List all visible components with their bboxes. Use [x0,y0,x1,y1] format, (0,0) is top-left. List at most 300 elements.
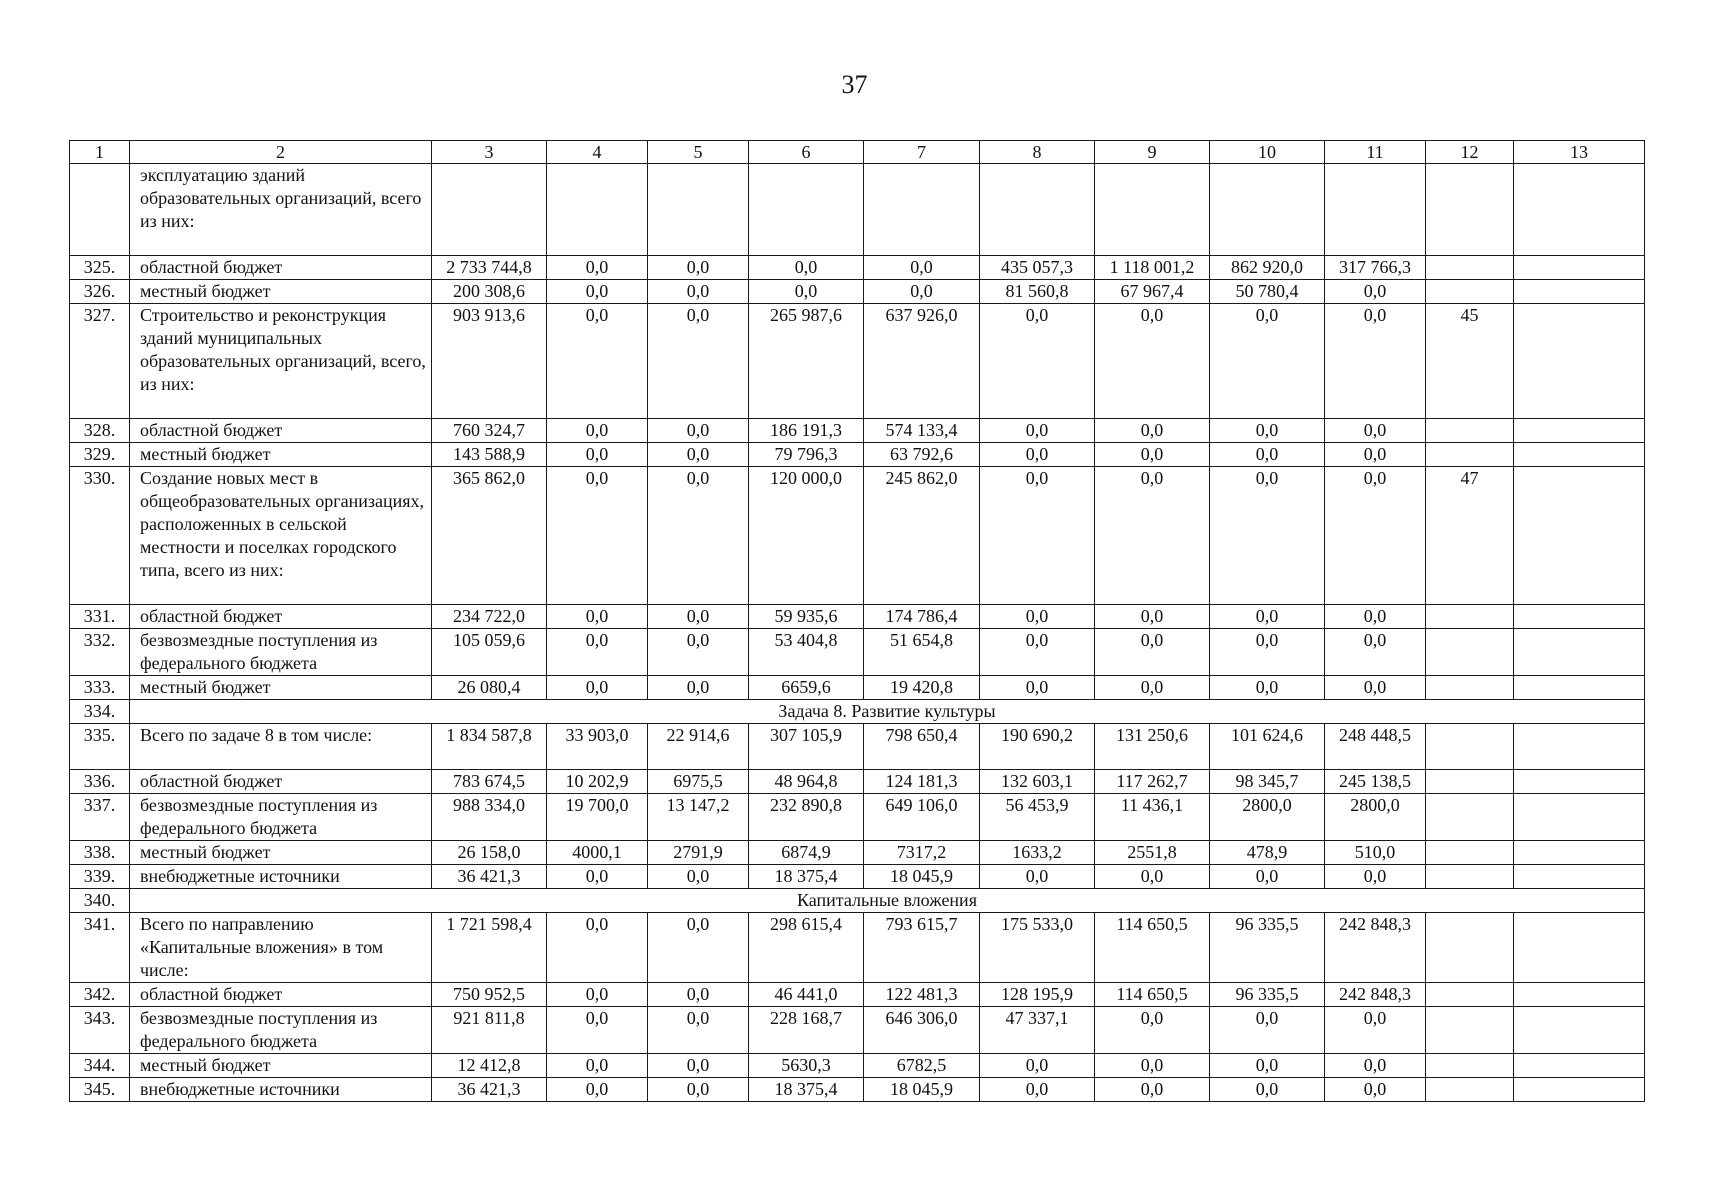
amount-cell: 0,0 [980,443,1095,467]
indicator-ref-cell [1426,1054,1514,1078]
note-cell [1514,794,1645,841]
section-title-cell: Капитальные вложения [130,889,1645,913]
amount-cell: 245 138,5 [1325,770,1426,794]
amount-cell: 124 181,3 [864,770,980,794]
row-number-cell: 338. [70,841,130,865]
description-cell: областной бюджет [130,419,432,443]
amount-cell: 232 890,8 [749,794,864,841]
indicator-ref-cell [1426,164,1514,256]
amount-cell: 18 045,9 [864,1078,980,1102]
column-number-cell: 1 [70,141,130,164]
amount-cell: 298 615,4 [749,913,864,983]
indicator-ref-cell [1426,724,1514,770]
column-number-cell: 9 [1095,141,1210,164]
indicator-ref-cell [1426,443,1514,467]
description-cell: местный бюджет [130,280,432,304]
amount-cell: 67 967,4 [1095,280,1210,304]
note-cell [1514,983,1645,1007]
amount-cell: 0,0 [648,256,749,280]
amount-cell: 798 650,4 [864,724,980,770]
row-number-cell: 325. [70,256,130,280]
amount-cell [648,164,749,256]
column-number-cell: 4 [547,141,648,164]
amount-cell: 0,0 [1095,676,1210,700]
amount-cell: 7317,2 [864,841,980,865]
amount-cell: 10 202,9 [547,770,648,794]
amount-cell: 903 913,6 [432,304,547,419]
amount-cell [980,164,1095,256]
amount-cell: 0,0 [980,1078,1095,1102]
amount-cell: 0,0 [980,605,1095,629]
amount-cell [749,164,864,256]
amount-cell: 48 964,8 [749,770,864,794]
amount-cell: 0,0 [1210,1007,1325,1054]
amount-cell: 750 952,5 [432,983,547,1007]
amount-cell: 0,0 [547,865,648,889]
amount-cell: 2551,8 [1095,841,1210,865]
indicator-ref-cell [1426,841,1514,865]
amount-cell: 0,0 [547,256,648,280]
amount-cell: 0,0 [1325,605,1426,629]
description-cell: безвозмездные поступления из федерального бюджета [130,629,432,676]
amount-cell: 0,0 [547,629,648,676]
amount-cell: 0,0 [1210,629,1325,676]
row-number-cell: 343. [70,1007,130,1054]
amount-cell: 228 168,7 [749,1007,864,1054]
amount-cell: 18 045,9 [864,865,980,889]
column-number-cell: 12 [1426,141,1514,164]
amount-cell: 1 118 001,2 [1095,256,1210,280]
row-number-cell: 336. [70,770,130,794]
amount-cell: 132 603,1 [980,770,1095,794]
note-cell [1514,605,1645,629]
amount-cell: 0,0 [1095,1007,1210,1054]
table-row [70,467,1645,605]
amount-cell: 0,0 [648,1054,749,1078]
description-cell: Строительство и реконструкция зданий муниципальных образовательных организаций, всего, из них: [130,304,432,419]
amount-cell: 18 375,4 [749,1078,864,1102]
amount-cell: 175 533,0 [980,913,1095,983]
amount-cell: 46 441,0 [749,983,864,1007]
amount-cell: 59 935,6 [749,605,864,629]
amount-cell: 98 345,7 [1210,770,1325,794]
amount-cell: 105 059,6 [432,629,547,676]
description-cell: Создание новых мест в общеобразовательных организациях, расположенных в сельской местности и поселках городского типа, всего из них: [130,467,432,605]
amount-cell: 0,0 [980,1054,1095,1078]
note-cell [1514,841,1645,865]
amount-cell: 0,0 [980,304,1095,419]
amount-cell: 33 903,0 [547,724,648,770]
page-number: 37 [841,70,868,99]
table-row [70,256,1645,280]
amount-cell: 0,0 [547,419,648,443]
amount-cell: 0,0 [1325,676,1426,700]
amount-cell: 0,0 [648,676,749,700]
amount-cell: 637 926,0 [864,304,980,419]
description-cell: местный бюджет [130,1054,432,1078]
amount-cell: 0,0 [648,304,749,419]
amount-cell: 18 375,4 [749,865,864,889]
amount-cell: 0,0 [648,983,749,1007]
amount-cell [1095,164,1210,256]
amount-cell: 307 105,9 [749,724,864,770]
row-number-cell: 342. [70,983,130,1007]
amount-cell [432,164,547,256]
row-number-cell: 332. [70,629,130,676]
column-number-cell: 8 [980,141,1095,164]
amount-cell: 0,0 [1095,1078,1210,1102]
amount-cell: 131 250,6 [1095,724,1210,770]
indicator-ref-cell [1426,770,1514,794]
note-cell [1514,676,1645,700]
amount-cell: 862 920,0 [1210,256,1325,280]
amount-cell: 114 650,5 [1095,983,1210,1007]
table-row [70,794,1645,841]
indicator-ref-cell: 45 [1426,304,1514,419]
amount-cell: 760 324,7 [432,419,547,443]
row-number-cell: 333. [70,676,130,700]
amount-cell: 0,0 [1210,1054,1325,1078]
column-number-cell: 2 [130,141,432,164]
amount-cell [864,164,980,256]
amount-cell: 0,0 [980,419,1095,443]
amount-cell: 0,0 [749,280,864,304]
amount-cell: 0,0 [1325,629,1426,676]
description-cell: областной бюджет [130,770,432,794]
amount-cell: 649 106,0 [864,794,980,841]
amount-cell: 646 306,0 [864,1007,980,1054]
note-cell [1514,629,1645,676]
description-cell: внебюджетные источники [130,865,432,889]
row-number-cell: 334. [70,700,130,724]
amount-cell: 0,0 [648,913,749,983]
table-row [70,419,1645,443]
amount-cell: 0,0 [648,629,749,676]
table-row [70,770,1645,794]
row-number-cell: 326. [70,280,130,304]
amount-cell: 81 560,8 [980,280,1095,304]
table-row [70,304,1645,419]
amount-cell: 79 796,3 [749,443,864,467]
amount-cell: 143 588,9 [432,443,547,467]
amount-cell: 26 158,0 [432,841,547,865]
amount-cell: 101 624,6 [1210,724,1325,770]
indicator-ref-cell [1426,794,1514,841]
description-cell: внебюджетные источники [130,1078,432,1102]
amount-cell: 200 308,6 [432,280,547,304]
description-cell: безвозмездные поступления из федерального бюджета [130,794,432,841]
amount-cell: 2800,0 [1325,794,1426,841]
amount-cell: 0,0 [547,1007,648,1054]
row-number-cell [70,164,130,256]
amount-cell: 2 733 744,8 [432,256,547,280]
amount-cell: 0,0 [1210,865,1325,889]
description-cell: областной бюджет [130,983,432,1007]
amount-cell: 0,0 [547,1054,648,1078]
amount-cell: 234 722,0 [432,605,547,629]
amount-cell: 53 404,8 [749,629,864,676]
amount-cell: 0,0 [648,443,749,467]
table-row [70,724,1645,770]
note-cell [1514,467,1645,605]
amount-cell: 0,0 [864,256,980,280]
amount-cell: 0,0 [547,304,648,419]
column-number-cell: 11 [1325,141,1426,164]
amount-cell: 0,0 [1210,419,1325,443]
amount-cell: 265 987,6 [749,304,864,419]
amount-cell: 4000,1 [547,841,648,865]
amount-cell: 117 262,7 [1095,770,1210,794]
description-cell: областной бюджет [130,256,432,280]
column-number-cell: 5 [648,141,749,164]
amount-cell: 114 650,5 [1095,913,1210,983]
row-number-cell: 337. [70,794,130,841]
row-number-cell: 328. [70,419,130,443]
amount-cell: 0,0 [980,865,1095,889]
amount-cell: 0,0 [1095,467,1210,605]
column-number-cell: 7 [864,141,980,164]
amount-cell: 190 690,2 [980,724,1095,770]
amount-cell: 478,9 [1210,841,1325,865]
amount-cell: 128 195,9 [980,983,1095,1007]
row-number-cell: 345. [70,1078,130,1102]
amount-cell: 0,0 [1095,443,1210,467]
amount-cell: 0,0 [980,676,1095,700]
amount-cell [547,164,648,256]
row-number-cell: 331. [70,605,130,629]
row-number-cell: 341. [70,913,130,983]
amount-cell: 36 421,3 [432,865,547,889]
amount-cell: 122 481,3 [864,983,980,1007]
amount-cell: 22 914,6 [648,724,749,770]
amount-cell: 56 453,9 [980,794,1095,841]
amount-cell: 242 848,3 [1325,983,1426,1007]
note-cell [1514,164,1645,256]
table-row [70,841,1645,865]
amount-cell: 0,0 [648,605,749,629]
note-cell [1514,1078,1645,1102]
description-cell: Всего по задаче 8 в том числе: [130,724,432,770]
indicator-ref-cell: 47 [1426,467,1514,605]
amount-cell: 6874,9 [749,841,864,865]
note-cell [1514,724,1645,770]
indicator-ref-cell [1426,629,1514,676]
amount-cell: 0,0 [547,443,648,467]
indicator-ref-cell [1426,605,1514,629]
description-cell: местный бюджет [130,443,432,467]
table-row [70,443,1645,467]
description-cell: областной бюджет [130,605,432,629]
indicator-ref-cell [1426,280,1514,304]
amount-cell: 0,0 [1325,419,1426,443]
table-row [70,280,1645,304]
row-number-cell: 330. [70,467,130,605]
section-title-cell: Задача 8. Развитие культуры [130,700,1645,724]
amount-cell: 19 420,8 [864,676,980,700]
indicator-ref-cell [1426,1078,1514,1102]
amount-cell: 0,0 [1095,605,1210,629]
amount-cell: 0,0 [1095,1054,1210,1078]
amount-cell: 0,0 [648,419,749,443]
column-number-row [70,141,1645,164]
amount-cell: 6782,5 [864,1054,980,1078]
table-row [70,913,1645,983]
note-cell [1514,770,1645,794]
amount-cell: 0,0 [1095,304,1210,419]
row-number-cell: 335. [70,724,130,770]
amount-cell: 0,0 [547,605,648,629]
amount-cell: 6975,5 [648,770,749,794]
amount-cell: 0,0 [547,280,648,304]
amount-cell: 0,0 [980,629,1095,676]
amount-cell: 435 057,3 [980,256,1095,280]
note-cell [1514,1007,1645,1054]
amount-cell: 0,0 [1210,304,1325,419]
amount-cell: 0,0 [1325,1054,1426,1078]
amount-cell: 2791,9 [648,841,749,865]
amount-cell: 0,0 [980,467,1095,605]
amount-cell: 0,0 [1325,443,1426,467]
note-cell [1514,443,1645,467]
amount-cell: 0,0 [648,467,749,605]
note-cell [1514,280,1645,304]
note-cell [1514,1054,1645,1078]
table-row [70,164,1645,256]
indicator-ref-cell [1426,676,1514,700]
amount-cell: 0,0 [749,256,864,280]
amount-cell: 96 335,5 [1210,913,1325,983]
amount-cell: 245 862,0 [864,467,980,605]
amount-cell: 0,0 [1210,676,1325,700]
amount-cell: 36 421,3 [432,1078,547,1102]
row-number-cell: 329. [70,443,130,467]
amount-cell: 783 674,5 [432,770,547,794]
amount-cell: 0,0 [547,1078,648,1102]
amount-cell: 988 334,0 [432,794,547,841]
table-row [70,865,1645,889]
amount-cell: 19 700,0 [547,794,648,841]
note-cell [1514,419,1645,443]
amount-cell: 0,0 [547,676,648,700]
indicator-ref-cell [1426,865,1514,889]
amount-cell: 120 000,0 [749,467,864,605]
note-cell [1514,913,1645,983]
indicator-ref-cell [1426,913,1514,983]
section-row [70,700,1645,724]
amount-cell: 12 412,8 [432,1054,547,1078]
amount-cell: 0,0 [1095,419,1210,443]
description-cell: Всего по направлению «Капитальные вложения» в том числе: [130,913,432,983]
table-row [70,629,1645,676]
amount-cell: 0,0 [547,467,648,605]
amount-cell: 2800,0 [1210,794,1325,841]
amount-cell: 248 448,5 [1325,724,1426,770]
note-cell [1514,256,1645,280]
amount-cell [1210,164,1325,256]
amount-cell: 0,0 [1210,1078,1325,1102]
amount-cell: 0,0 [648,1078,749,1102]
amount-cell: 0,0 [547,983,648,1007]
amount-cell: 174 786,4 [864,605,980,629]
table-row [70,1054,1645,1078]
amount-cell [1325,164,1426,256]
amount-cell: 365 862,0 [432,467,547,605]
amount-cell: 47 337,1 [980,1007,1095,1054]
column-number-cell: 6 [749,141,864,164]
amount-cell: 0,0 [648,1007,749,1054]
amount-cell: 5630,3 [749,1054,864,1078]
amount-cell: 0,0 [648,865,749,889]
amount-cell: 0,0 [547,913,648,983]
table-row [70,605,1645,629]
amount-cell: 0,0 [1210,605,1325,629]
amount-cell: 0,0 [1325,1078,1426,1102]
amount-cell: 0,0 [1210,467,1325,605]
amount-cell: 574 133,4 [864,419,980,443]
amount-cell: 510,0 [1325,841,1426,865]
row-number-cell: 327. [70,304,130,419]
amount-cell: 63 792,6 [864,443,980,467]
amount-cell: 50 780,4 [1210,280,1325,304]
table-row [70,1078,1645,1102]
table-row [70,1007,1645,1054]
section-row [70,889,1645,913]
amount-cell: 242 848,3 [1325,913,1426,983]
amount-cell: 0,0 [1325,1007,1426,1054]
amount-cell: 96 335,5 [1210,983,1325,1007]
note-cell [1514,304,1645,419]
row-number-cell: 339. [70,865,130,889]
amount-cell: 0,0 [1325,467,1426,605]
indicator-ref-cell [1426,1007,1514,1054]
amount-cell: 0,0 [864,280,980,304]
table-row [70,676,1645,700]
row-number-cell: 344. [70,1054,130,1078]
description-cell: местный бюджет [130,841,432,865]
amount-cell: 1 721 598,4 [432,913,547,983]
indicator-ref-cell [1426,256,1514,280]
amount-cell: 0,0 [1095,629,1210,676]
table-row [70,983,1645,1007]
amount-cell: 6659,6 [749,676,864,700]
description-cell: эксплуатацию зданий образовательных организаций, всего из них: [130,164,432,256]
amount-cell: 186 191,3 [749,419,864,443]
amount-cell: 0,0 [648,280,749,304]
amount-cell: 13 147,2 [648,794,749,841]
amount-cell: 0,0 [1325,865,1426,889]
amount-cell: 317 766,3 [1325,256,1426,280]
indicator-ref-cell [1426,983,1514,1007]
amount-cell: 11 436,1 [1095,794,1210,841]
description-cell: местный бюджет [130,676,432,700]
indicator-ref-cell [1426,419,1514,443]
amount-cell: 0,0 [1095,865,1210,889]
amount-cell: 921 811,8 [432,1007,547,1054]
budget-table [69,140,1645,1102]
amount-cell: 1633,2 [980,841,1095,865]
row-number-cell: 340. [70,889,130,913]
amount-cell: 0,0 [1210,443,1325,467]
column-number-cell: 3 [432,141,547,164]
amount-cell: 0,0 [1325,280,1426,304]
amount-cell: 51 654,8 [864,629,980,676]
amount-cell: 1 834 587,8 [432,724,547,770]
amount-cell: 793 615,7 [864,913,980,983]
column-number-cell: 13 [1514,141,1645,164]
description-cell: безвозмездные поступления из федерального бюджета [130,1007,432,1054]
amount-cell: 0,0 [1325,304,1426,419]
column-number-cell: 10 [1210,141,1325,164]
